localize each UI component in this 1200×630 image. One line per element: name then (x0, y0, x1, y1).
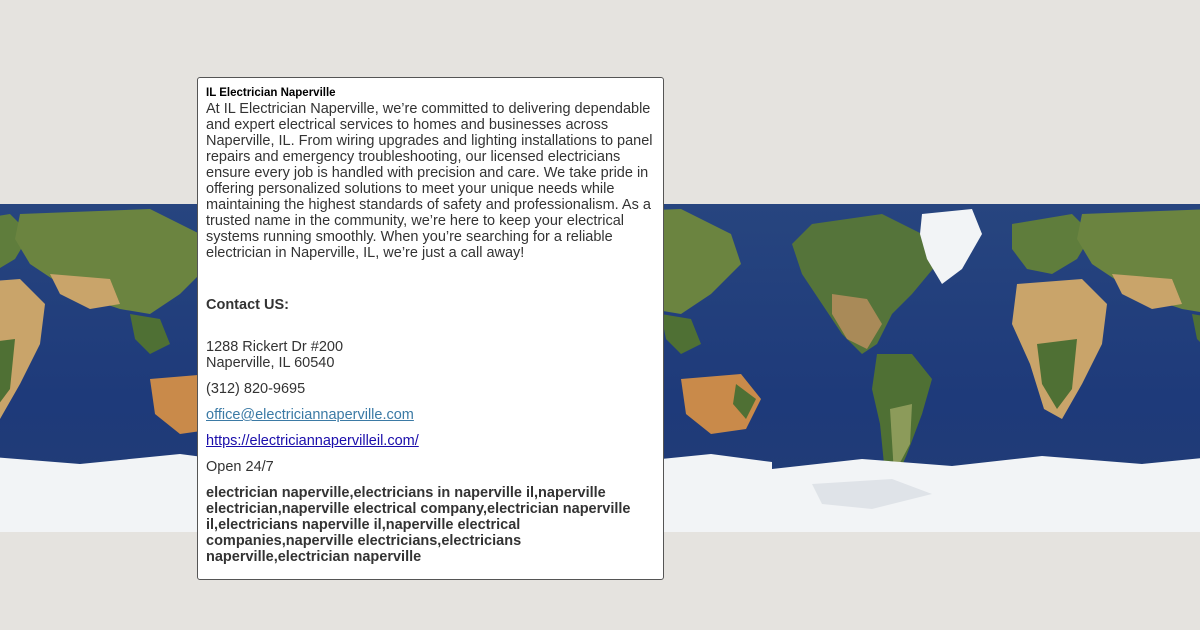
website-link[interactable]: https://electriciannapervilleil.com/ (206, 433, 419, 449)
keywords-text: electrician naperville,electricians in naperville il,naperville electrician,naperville electrical company,electrician naperville il,electricians naperville il,naperville electrical companies,naperville electricians,electricians naperville,electrician naperville (206, 485, 631, 565)
business-hours: Open 24/7 (206, 459, 274, 475)
address-line-2: Naperville, IL 60540 (206, 355, 335, 371)
business-title: IL Electrician Naperville (206, 87, 336, 99)
contact-heading: Contact US: (206, 297, 289, 313)
phone-number: (312) 820-9695 (206, 381, 306, 397)
address-line-1: 1288 Rickert Dr #200 (206, 339, 344, 355)
info-window (197, 77, 664, 580)
business-description: At IL Electrician Naperville, we’re committed to delivering dependable and expert electrical services to homes and businesses across Naperville, IL. From wiring upgrades and lighting installations to panel repairs and emergency troubleshooting, our licensed electricians ensure every job is handled with precision and care. We take pride in offering personalized solutions to meet your unique needs while maintaining the highest standards of safety and professionalism. As a trusted name in the community, we’re here to keep your electrical systems running smoothly. When you’re searching for a reliable electrician in Naperville, IL, we’re just a call away! (206, 101, 653, 261)
email-link[interactable]: office@electriciannaperville.com (206, 407, 414, 423)
address (206, 339, 656, 371)
